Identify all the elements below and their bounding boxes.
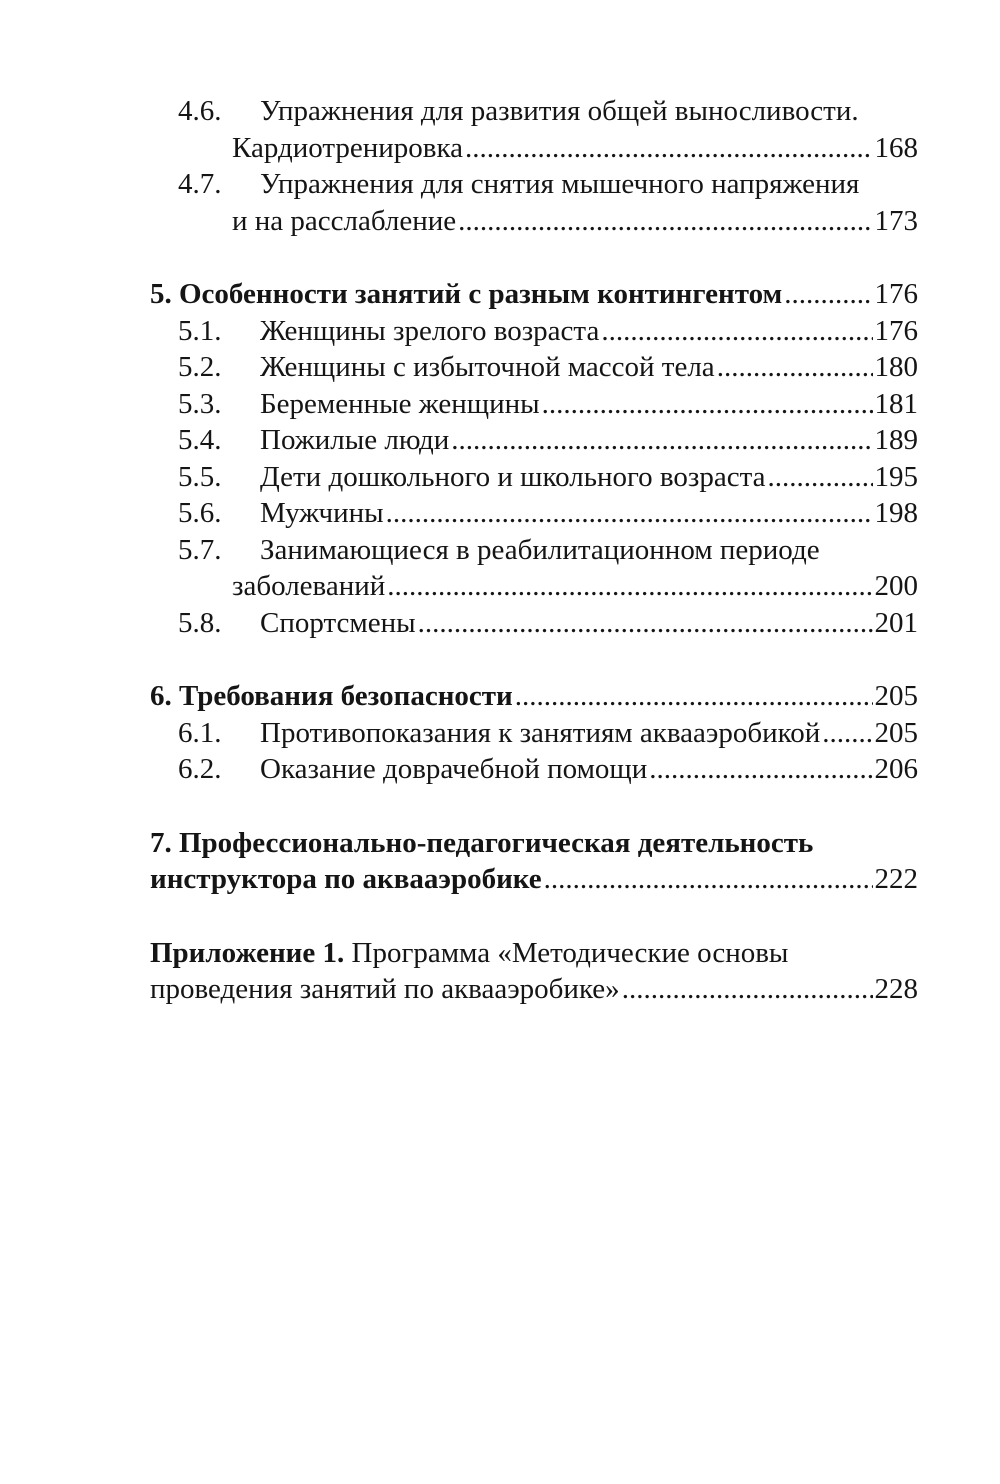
page-number: 198 bbox=[874, 497, 918, 529]
toc-entry-5-3[interactable] bbox=[150, 386, 918, 423]
toc-entry-5-2[interactable] bbox=[150, 349, 918, 386]
dot-leader bbox=[544, 861, 873, 898]
entry-number: 5.5. bbox=[178, 460, 222, 493]
page-number: 228 bbox=[874, 973, 918, 1005]
toc-appendix-1-cont[interactable] bbox=[150, 971, 918, 1008]
toc-chapter-7[interactable] bbox=[150, 825, 918, 862]
section-gap bbox=[150, 788, 918, 825]
dot-leader bbox=[601, 313, 872, 350]
entry-number: 5.7. bbox=[178, 533, 222, 566]
toc-entry-5-1[interactable] bbox=[150, 313, 918, 350]
dot-leader bbox=[542, 386, 873, 423]
page-number: 176 bbox=[874, 278, 918, 310]
chapter-title-cont: инструктора по аквааэробике bbox=[150, 863, 542, 895]
entry-number: 4.6. bbox=[178, 95, 222, 127]
entry-title-cont: и на расслабление bbox=[232, 204, 457, 237]
page-number: 195 bbox=[874, 460, 918, 493]
entry-title-cont: заболеваний bbox=[232, 570, 386, 602]
dot-leader bbox=[622, 971, 873, 1008]
toc-chapter-6[interactable] bbox=[150, 678, 918, 715]
page-number: 200 bbox=[874, 570, 918, 602]
entry-title: Противопоказания к занятиям аквааэробикой bbox=[260, 716, 821, 749]
toc-chapter-7-cont[interactable] bbox=[150, 861, 918, 898]
dot-leader bbox=[822, 715, 872, 752]
entry-title: Мужчины bbox=[260, 497, 384, 529]
toc-entry-4-7-cont[interactable] bbox=[150, 203, 918, 240]
entry-title: Спортсмены bbox=[260, 606, 416, 639]
section-gap bbox=[150, 641, 918, 678]
table-of-contents bbox=[150, 93, 918, 1008]
entry-title: Дети дошкольного и школьного возраста bbox=[260, 460, 766, 493]
dot-leader bbox=[515, 678, 873, 715]
entry-number: 5.3. bbox=[178, 387, 222, 420]
toc-entry-5-7-cont[interactable] bbox=[150, 568, 918, 605]
entry-title: Занимающиеся в реабилитационном периоде bbox=[260, 533, 820, 566]
entry-title: Упражнения для развития общей выносливости. bbox=[260, 95, 859, 127]
page-number: 180 bbox=[874, 351, 918, 383]
entry-title: Оказание доврачебной помощи bbox=[260, 753, 648, 785]
dot-leader bbox=[387, 568, 872, 605]
appendix-title: Программа «Методические основы bbox=[351, 936, 789, 969]
entry-title: Беременные женщины bbox=[260, 387, 540, 420]
page-number: 173 bbox=[874, 204, 918, 237]
section-gap bbox=[150, 239, 918, 276]
chapter-title: 7. Профессионально-педагогическая деятельность bbox=[150, 826, 814, 859]
dot-leader bbox=[717, 349, 873, 386]
toc-entry-4-7[interactable] bbox=[150, 166, 918, 203]
entry-number: 6.2. bbox=[178, 753, 222, 785]
toc-entry-4-6-cont[interactable] bbox=[150, 130, 918, 167]
toc-entry-6-1[interactable] bbox=[150, 715, 918, 752]
dot-leader bbox=[418, 605, 873, 642]
entry-title-cont: Кардиотренировка bbox=[232, 131, 463, 164]
entry-number: 6.1. bbox=[178, 716, 222, 749]
dot-leader bbox=[784, 276, 872, 313]
dot-leader bbox=[465, 130, 873, 167]
entry-title: Упражнения для снятия мышечного напряжения bbox=[260, 168, 860, 200]
dot-leader bbox=[451, 422, 872, 459]
entry-number: 5.8. bbox=[178, 606, 222, 639]
page-number: 222 bbox=[874, 863, 918, 895]
entry-title: Пожилые люди bbox=[260, 424, 450, 456]
entry-number: 5.4. bbox=[178, 424, 222, 456]
dot-leader bbox=[649, 751, 872, 788]
page-number: 176 bbox=[874, 314, 918, 347]
toc-entry-6-2[interactable] bbox=[150, 751, 918, 788]
appendix-label: Приложение 1. bbox=[150, 936, 345, 969]
toc-entry-5-5[interactable] bbox=[150, 459, 918, 496]
page-number: 205 bbox=[874, 716, 918, 749]
dot-leader bbox=[386, 495, 873, 532]
section-gap bbox=[150, 898, 918, 935]
entry-title: Женщины зрелого возраста bbox=[260, 314, 600, 347]
dot-leader bbox=[767, 459, 872, 496]
toc-chapter-5[interactable] bbox=[150, 276, 918, 313]
toc-entry-4-6[interactable] bbox=[150, 93, 918, 130]
toc-appendix-1[interactable] bbox=[150, 935, 918, 972]
entry-number: 4.7. bbox=[178, 168, 222, 200]
page-number: 181 bbox=[874, 387, 918, 420]
entry-number: 5.6. bbox=[178, 497, 222, 529]
toc-entry-5-6[interactable] bbox=[150, 495, 918, 532]
chapter-title: 6. Требования безопасности bbox=[150, 680, 513, 712]
toc-entry-5-7[interactable] bbox=[150, 532, 918, 569]
chapter-title: 5. Особенности занятий с разным контингентом bbox=[150, 278, 783, 310]
toc-entry-5-4[interactable] bbox=[150, 422, 918, 459]
toc-entry-5-8[interactable] bbox=[150, 605, 918, 642]
page-number: 189 bbox=[874, 424, 918, 456]
dot-leader bbox=[458, 203, 872, 240]
entry-number: 5.1. bbox=[178, 314, 222, 347]
entry-title: Женщины с избыточной массой тела bbox=[260, 351, 715, 383]
page-number: 201 bbox=[874, 606, 918, 639]
page-number: 205 bbox=[874, 680, 918, 712]
page-number: 168 bbox=[874, 131, 918, 164]
page-number: 206 bbox=[874, 753, 918, 785]
entry-number: 5.2. bbox=[178, 351, 222, 383]
appendix-title-cont: проведения занятий по аквааэробике» bbox=[150, 973, 620, 1005]
